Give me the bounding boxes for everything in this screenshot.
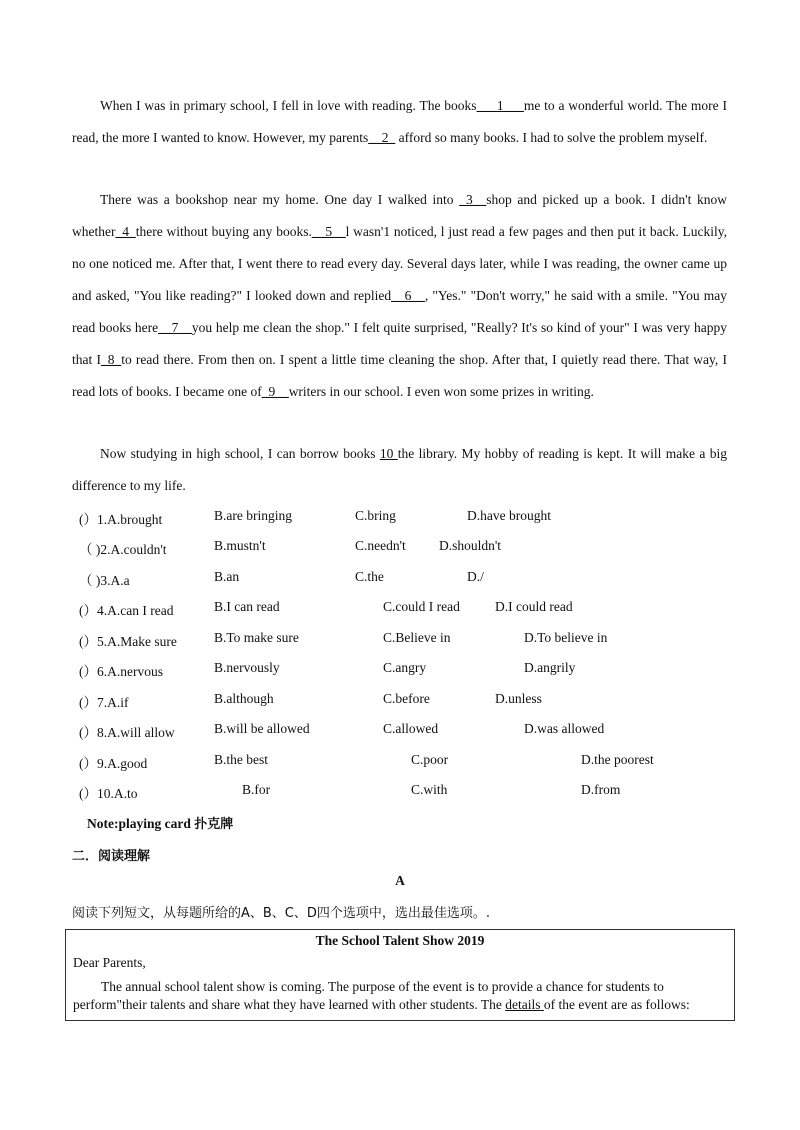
section-title: 二．阅读理解 [72, 849, 151, 864]
question-option-a: (）8.A.will allow [79, 725, 175, 740]
notice-underlined-word: details [505, 997, 544, 1012]
notice-line-1: The annual school talent show is coming. The purpose of the event is to provide a chance for students to [101, 979, 664, 994]
blank-8: _8_ [100, 352, 122, 367]
question-option-d: D.angrily [524, 660, 576, 675]
question-row [79, 538, 739, 558]
question-option-a: (）5.A.Make sure [79, 634, 177, 649]
blank-5: __5__ [311, 224, 346, 239]
question-option-a: (）9.A.good [79, 756, 148, 771]
blank-4: _4_ [115, 224, 136, 239]
passage-paragraph-2 [72, 184, 727, 408]
part-label: A [395, 873, 405, 888]
passage-text: to read there. From then on. I spent a little time cleaning the shop. After that, I quietly read there. That way, I read lots of books. I became one of [72, 352, 727, 399]
question-option-b: B.nervously [214, 660, 280, 675]
notice-greeting: Dear Parents, [73, 955, 146, 970]
passage-text: me to a wonderful world. The more I read, the more I wanted to know. However, my parents [72, 98, 727, 145]
note-chinese: 扑克牌 [194, 817, 234, 832]
instruction: 阅读下列短文，从每题所给的A、B、C、D四个选项中，选出最佳选项。. [72, 906, 491, 921]
question-option-a: (）10.A.to [79, 786, 138, 801]
notice-text: perform"their talents and share what they have learned with other students. The [73, 997, 506, 1012]
notice-title: The School Talent Show 2019 [315, 933, 485, 948]
question-option-d: D.have brought [467, 508, 551, 523]
question-row [79, 782, 739, 802]
question-option-d: D.To believe in [524, 630, 608, 645]
passage-paragraph-1 [72, 90, 727, 154]
question-row [79, 752, 739, 772]
question-option-c: C.bring [355, 508, 396, 523]
question-option-c: C.before [383, 691, 430, 706]
blank-1: ___1___ [476, 98, 524, 113]
question-option-b: B.an [214, 569, 240, 584]
question-option-d: D.the poorest [581, 752, 654, 767]
passage-text: there without buying any books. [135, 224, 312, 239]
question-option-a: (）7.A.if [79, 695, 129, 710]
question-option-a: （ )3.A.a [79, 573, 130, 588]
question-option-b: B.mustn't [214, 538, 266, 553]
question-option-a: (）1.A.brought [79, 512, 163, 527]
question-option-c: C.allowed [383, 721, 439, 736]
question-option-d: D.from [581, 782, 621, 797]
question-option-d: D.I could read [495, 599, 573, 614]
passage-text: you help me clean the shop." I felt quite surprised, "Really? It's so kind of your" I was very happy that I [72, 320, 728, 367]
question-option-b: B.for [242, 782, 271, 797]
question-option-a: （ )2.A.couldn't [79, 542, 167, 557]
note-english: Note:playing card [87, 816, 195, 831]
passage-text: When I was in primary school, I fell in love with reading. The books [100, 98, 477, 113]
notice-box [65, 929, 735, 1021]
question-option-b: B.To make sure [214, 630, 299, 645]
passage-text: , "Yes." "Don't worry," he said with a smile. "You may read books here [72, 288, 727, 335]
question-option-c: C.needn't [355, 538, 406, 553]
question-row [79, 508, 739, 528]
question-option-d: D.shouldn't [439, 538, 502, 553]
question-option-c: C.poor [411, 752, 449, 767]
question-option-b: B.are bringing [214, 508, 292, 523]
blank-9: _9__ [261, 384, 289, 399]
question-row [79, 599, 739, 619]
passage-text: Now studying in high school, I can borrow books [100, 446, 380, 461]
passage-text: shop and picked up a book. I didn't know whether [72, 192, 728, 239]
blank-6: __6__ [391, 288, 425, 303]
blank-7: __7__ [158, 320, 192, 335]
question-option-d: D.was allowed [524, 721, 605, 736]
blank-10: 10 [379, 446, 398, 461]
question-option-b: B.although [214, 691, 274, 706]
question-option-b: B.I can read [214, 599, 280, 614]
question-option-c: C.could I read [383, 599, 460, 614]
question-option-d: D.unless [495, 691, 542, 706]
question-option-a: (）6.A.nervous [79, 664, 163, 679]
passage-text: There was a bookshop near my home. One day I walked into [100, 192, 460, 207]
passage-text: afford so many books. I had to solve the problem myself. [395, 130, 708, 145]
question-option-b: B.will be allowed [214, 721, 310, 736]
question-option-c: C.the [355, 569, 384, 584]
passage-text: l wasn'1 noticed, l just read a few pages and then put it back. Luckily, no one noticed me. After that, I went there to read every day. Several days later, while I was reading, the owner came up and asked, "You like reading?" I looked down and replied [72, 224, 727, 303]
passage-text: the library. My hobby of reading is kept. It will make a big difference to my life. [72, 446, 727, 493]
notice-text: of the event are as follows: [543, 997, 690, 1012]
blank-3: _3__ [459, 192, 487, 207]
vocab-note [87, 813, 233, 832]
passage-paragraph-3 [72, 438, 727, 502]
passage-text: writers in our school. I even won some prizes in writing. [288, 384, 594, 399]
question-option-c: C.angry [383, 660, 427, 675]
blank-2: __2_ [368, 130, 396, 145]
question-option-d: D./ [467, 569, 484, 584]
notice-line-2 [73, 997, 727, 1013]
question-row [79, 569, 739, 589]
question-row [79, 630, 739, 650]
question-option-b: B.the best [214, 752, 268, 767]
question-option-a: (）4.A.can I read [79, 603, 174, 618]
question-option-c: C.with [411, 782, 448, 797]
question-row [79, 721, 739, 741]
question-option-c: C.Believe in [383, 630, 451, 645]
question-row [79, 660, 739, 680]
question-row [79, 691, 739, 711]
